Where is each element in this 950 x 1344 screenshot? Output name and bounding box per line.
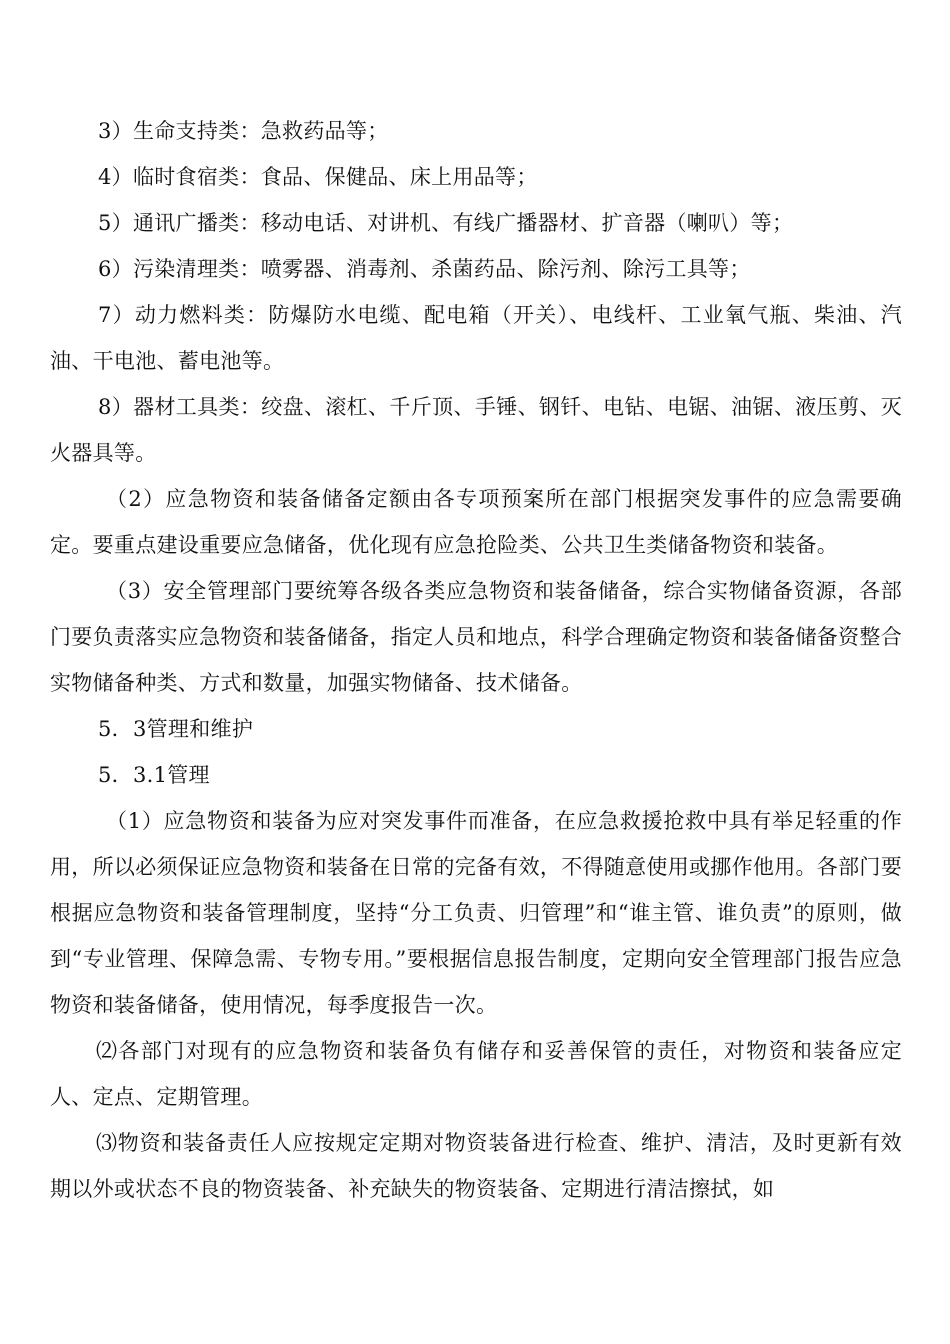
paragraph-equipment-tools: 8）器材工具类：绞盘、滚杠、千斤顶、手锤、钢钎、电钻、电锯、油锯、液压剪、灭火器具等。 bbox=[50, 395, 902, 465]
paragraph-pollution-cleanup: 6）污染清理类：喷雾器、消毒剂、杀菌药品、除污剂、除污工具等； bbox=[98, 257, 751, 281]
section-heading-management-maintenance: 5．3管理和维护 bbox=[98, 717, 254, 741]
section-heading-management: 5．3.1管理 bbox=[98, 763, 210, 787]
paragraph-communication: 5）通讯广播类：移动电话、对讲机、有线广播器材、扩音器（喇叭）等； bbox=[98, 211, 794, 235]
paragraph-food-lodging: 4）临时食宿类：食品、保健品、床上用品等； bbox=[98, 165, 538, 189]
paragraph-reserve-quota: （2）应急物资和装备储备定额由各专项预案所在部门根据突发事件的应急需要确定。要重点建设重要应急储备，优化现有应急抢险类、公共卫生类储备物资和装备。 bbox=[50, 487, 902, 557]
document-body bbox=[50, 108, 902, 1212]
paragraph-management-rule-1: （1）应急物资和装备为应对突发事件而准备，在应急救援抢救中具有举足轻重的作用，所以必须保证应急物资和装备在日常的完备有效，不得随意使用或挪作他用。各部门要根据应急物资和装备管理制度，坚持“分工负责、归管理”和“谁主管、谁负责”的原则，做到“专业管理、保障急需、专物专用。”要根据信息报告制度，定期向安全管理部门报告应急物资和装备储备，使用情况，每季度报告一次。 bbox=[50, 809, 902, 1017]
paragraph-management-rule-2: ⑵各部门对现有的应急物资和装备负有储存和妥善保管的责任，对物资和装备应定人、定点、定期管理。 bbox=[50, 1039, 902, 1109]
paragraph-management-rule-3: ⑶物资和装备责任人应按规定定期对物资装备进行检查、维护、清洁，及时更新有效期以外或状态不良的物资装备、补充缺失的物资装备、定期进行清洁擦拭，如 bbox=[50, 1131, 902, 1201]
paragraph-life-support: 3）生命支持类：急救药品等； bbox=[98, 119, 389, 143]
paragraph-power-fuel: 7）动力燃料类：防爆防水电缆、配电箱（开关）、电线杆、工业氧气瓶、柴油、汽油、干电池、蓄电池等。 bbox=[50, 303, 902, 373]
paragraph-reserve-coordination: （3）安全管理部门要统筹各级各类应急物资和装备储备，综合实物储备资源，各部门要负责落实应急物资和装备储备，指定人员和地点，科学合理确定物资和装备储备资整合实物储备种类、方式和数量，加强实物储备、技术储备。 bbox=[50, 579, 902, 695]
